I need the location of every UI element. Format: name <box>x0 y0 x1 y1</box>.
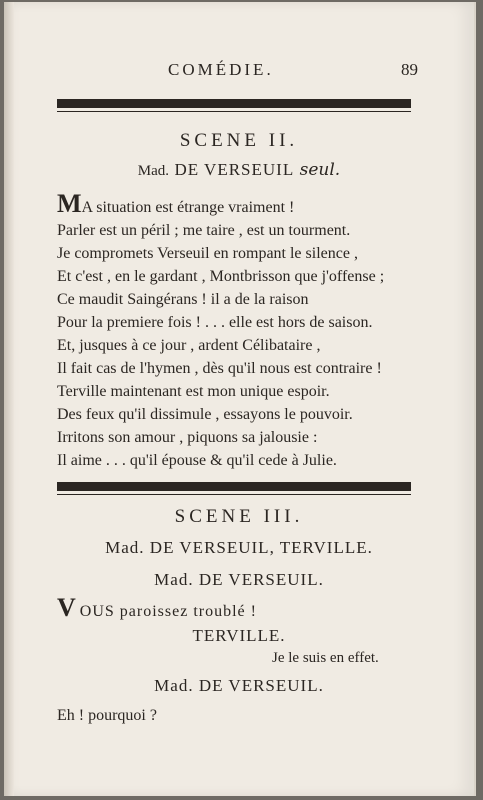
verse-line <box>57 242 437 265</box>
verse-line-text: Et, jusques à ce jour , ardent Célibataire , <box>57 337 321 354</box>
scene-2-speaker <box>44 160 434 180</box>
verse-line-text: Parler est un péril ; me taire , est un tourment. <box>57 222 351 239</box>
verse-line <box>57 357 437 380</box>
page-number: 89 <box>401 60 418 79</box>
verse-line <box>57 403 437 426</box>
page-gutter <box>4 2 14 796</box>
verse-line-text: A situation est étrange vraiment ! <box>81 199 295 216</box>
speaker-name: DE VERSEUIL <box>174 160 295 179</box>
verse-line-text: Des feux qu'il dissimule , essayons le pouvoir. <box>57 406 353 423</box>
stage-direction: seul. <box>299 160 341 180</box>
verse-line <box>57 189 437 219</box>
verse-line-text: Pour la premiere fois ! . . . elle est hors de saison. <box>57 314 373 331</box>
verse-line-text: Il aime . . . qu'il épouse & qu'il cede à Julie. <box>57 452 337 469</box>
verse-line <box>57 380 437 403</box>
verse-line <box>57 311 437 334</box>
verse-line <box>57 449 437 472</box>
scene-2-verse <box>57 189 437 472</box>
header-rule <box>57 99 411 108</box>
scene-divider-rule <box>57 482 411 491</box>
verse-line-text: Il fait cas de l'hymen , dès qu'il nous est contraire ! <box>57 360 382 377</box>
scene-3-line-2: Je le suis en effet. <box>272 650 379 666</box>
book-page <box>4 2 476 796</box>
verse-line-text: Terville maintenant est mon unique espoir. <box>57 383 330 400</box>
verse-line-text: Et c'est , en le gardant , Montbrisson que j'offense ; <box>57 268 385 285</box>
scene-3-speaker-1: Mad. DE VERSEUIL. <box>154 570 324 589</box>
line-1-text: OUS paroissez troublé ! <box>79 603 257 620</box>
drop-cap-v: V <box>57 593 76 622</box>
verse-line <box>57 334 437 357</box>
drop-cap-m: M <box>57 189 82 218</box>
verse-line-text: Ce maudit Saingérans ! il a de la raison <box>57 291 309 308</box>
verse-line <box>57 219 437 242</box>
page-header <box>4 60 474 82</box>
verse-line <box>57 288 437 311</box>
verse-line-text: Je compromets Verseuil en rompant le silence , <box>57 245 358 262</box>
verse-line <box>57 426 437 449</box>
scene-3-title: SCENE III. <box>174 506 304 527</box>
scene-3-speaker-3: Mad. DE VERSEUIL. <box>154 676 324 695</box>
scene-3-line-1 <box>57 593 437 623</box>
running-head: COMÉDIE. <box>168 60 274 79</box>
scene-3-line-3: Eh ! pourquoi ? <box>57 707 157 724</box>
scene-2-title: SCENE II. <box>179 130 299 151</box>
scene-3-speaker-2: TERVILLE. <box>192 626 286 645</box>
scene-3-cast: Mad. DE VERSEUIL, TERVILLE. <box>105 538 373 557</box>
speaker-prefix: Mad. <box>137 163 170 179</box>
verse-line <box>57 265 437 288</box>
verse-line-text: Irritons son amour , piquons sa jalousie : <box>57 429 318 446</box>
